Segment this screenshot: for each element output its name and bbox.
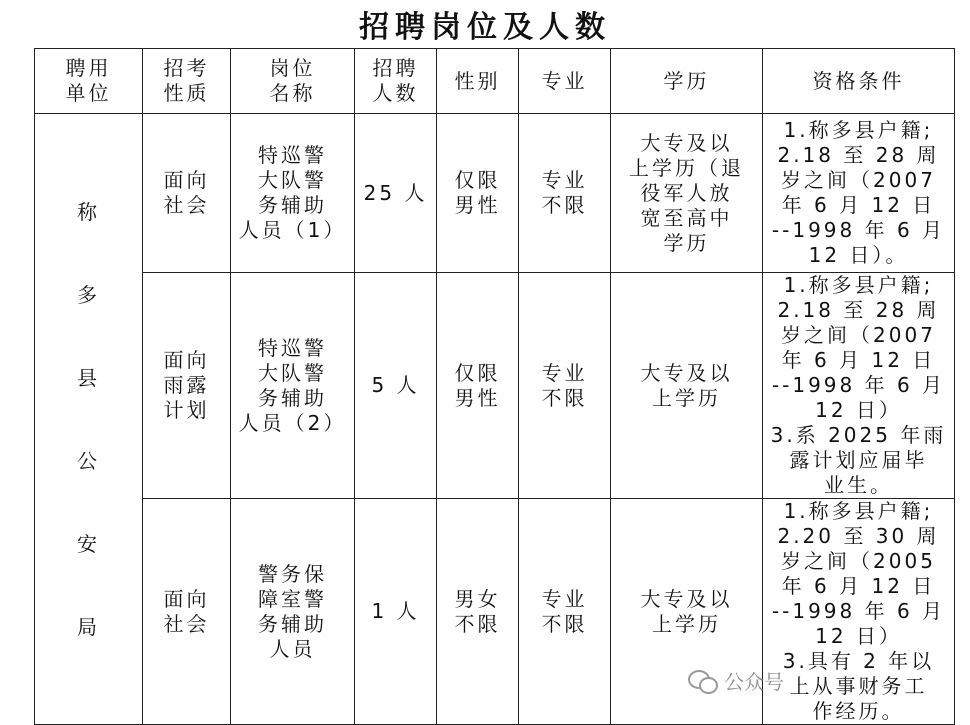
table-row	[35, 114, 955, 273]
header-qualifications: 资格条件	[763, 49, 955, 114]
page-title: 招聘岗位及人数	[359, 10, 611, 45]
unit-char: 安	[77, 531, 100, 556]
major-cell: 专业 不限	[519, 499, 611, 725]
qualifications-cell: 1.称多县户籍; 2.18 至 28 周 岁之间（2007 年 6 月 12 日 --1998 年 6 月 12 日） 3.系 2025 年雨 露计划应届毕 业生。	[763, 273, 955, 499]
position-cell: 特巡警 大队警 务辅助 人员（2）	[231, 273, 355, 499]
education-cell: 大专及以 上学历	[611, 499, 763, 725]
count-cell: 5 人	[355, 273, 437, 499]
header-row	[35, 49, 955, 114]
gender-cell: 男女 不限	[437, 499, 519, 725]
position-cell: 警务保 障室警 务辅助 人员	[231, 499, 355, 725]
nature-cell: 面向 社会	[143, 114, 231, 273]
position-cell: 特巡警 大队警 务辅助 人员（1）	[231, 114, 355, 273]
table-row	[35, 499, 955, 725]
header-unit: 聘用 单位	[35, 49, 143, 114]
header-nature: 招考 性质	[143, 49, 231, 114]
count-cell: 1 人	[355, 499, 437, 725]
header-gender: 性别	[437, 49, 519, 114]
unit-char: 局	[77, 614, 100, 639]
header-education: 学历	[611, 49, 763, 114]
recruitment-table	[34, 48, 955, 725]
qualifications-cell: 1.称多县户籍; 2.18 至 28 周 岁之间（2007 年 6 月 12 日 --1998 年 6 月 12 日）。	[763, 114, 955, 273]
header-position: 岗位 名称	[231, 49, 355, 114]
wechat-icon	[688, 668, 718, 694]
table-row	[35, 273, 955, 499]
unit-char: 公	[77, 448, 100, 473]
education-cell: 大专及以 上学历（退 役军人放 宽至高中 学历	[611, 114, 763, 273]
unit-cell	[35, 114, 143, 725]
unit-char: 多	[77, 282, 100, 307]
header-major: 专业	[519, 49, 611, 114]
major-cell: 专业 不限	[519, 114, 611, 273]
watermark	[688, 666, 784, 695]
nature-cell: 面向 社会	[143, 499, 231, 725]
watermark-text: 公众号	[724, 670, 784, 694]
gender-cell: 仅限 男性	[437, 114, 519, 273]
major-cell: 专业 不限	[519, 273, 611, 499]
header-count: 招聘 人数	[355, 49, 437, 114]
count-cell: 25 人	[355, 114, 437, 273]
qualifications-cell: 1.称多县户籍; 2.20 至 30 周 岁之间（2005 年 6 月 12 日 --1998 年 6 月 12 日） 3.具有 2 年以 上从事财务工 作经历。	[763, 499, 955, 725]
unit-char: 称	[77, 199, 100, 224]
nature-cell: 面向 雨露 计划	[143, 273, 231, 499]
gender-cell: 仅限 男性	[437, 273, 519, 499]
education-cell: 大专及以 上学历	[611, 273, 763, 499]
unit-char: 县	[77, 365, 100, 390]
